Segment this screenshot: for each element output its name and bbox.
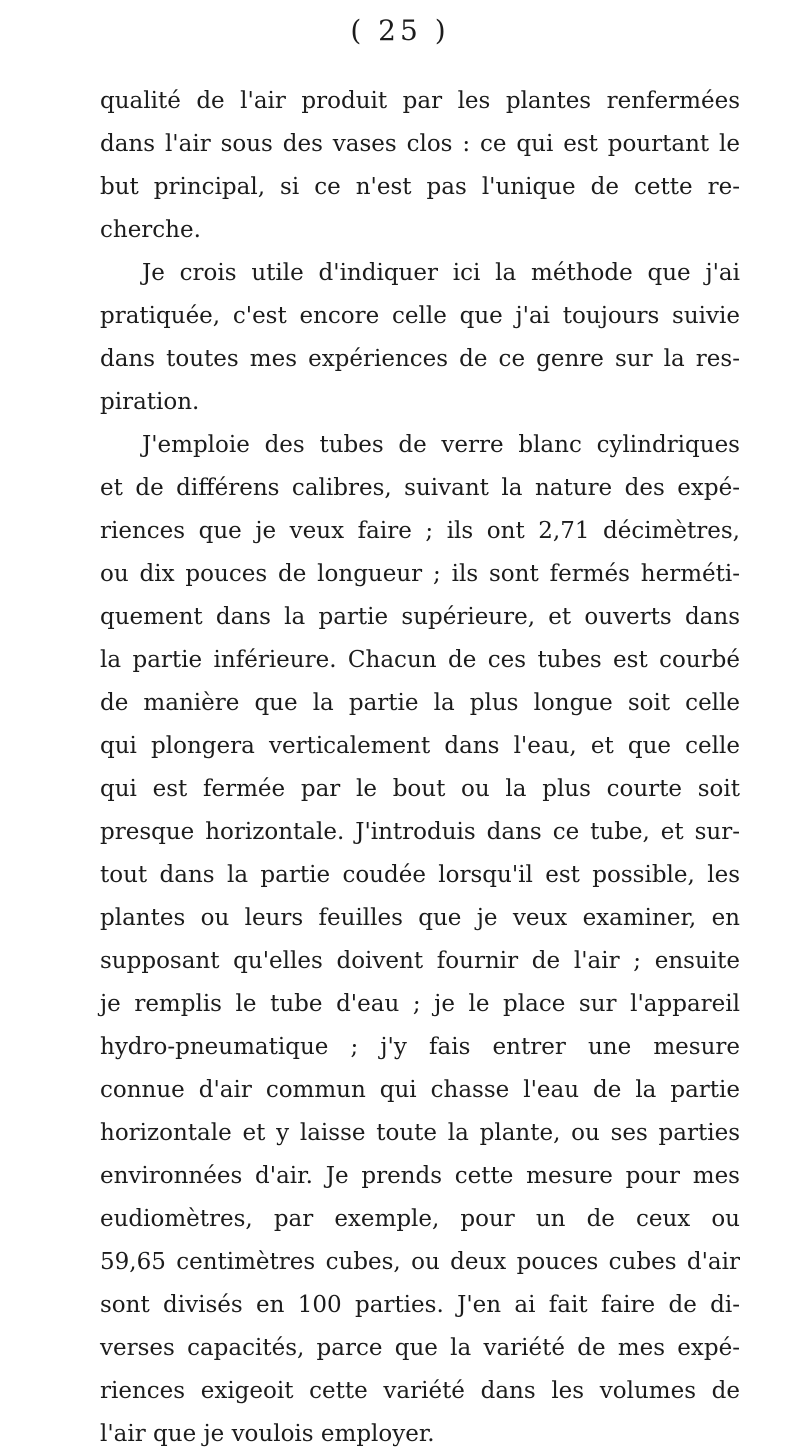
- text-line: connue d'air commun qui chasse l'eau de la partie: [100, 1077, 740, 1103]
- page-number-label: ( 25 ): [350, 14, 450, 47]
- text-line: piration.: [100, 389, 200, 415]
- text-line: environnées d'air. Je prends cette mesure pour mes: [100, 1163, 740, 1189]
- text-line: de manière que la partie la plus longue soit celle: [100, 690, 740, 716]
- text-line: quement dans la partie supérieure, et ouverts dans: [100, 604, 740, 630]
- text-line: Je crois utile d'indiquer ici la méthode que j'ai: [142, 260, 740, 286]
- text-line: tout dans la partie coudée lorsqu'il est possible, les: [100, 862, 740, 888]
- text-line: qualité de l'air produit par les plantes renfermées: [100, 88, 740, 114]
- text-line: dans l'air sous des vases clos : ce qui est pourtant le: [100, 131, 740, 157]
- text-line: but principal, si ce n'est pas l'unique de cette re-: [100, 174, 740, 200]
- text-line: riences exigeoit cette variété dans les volumes de: [100, 1378, 740, 1404]
- text-line: l'air que je voulois employer.: [100, 1421, 435, 1447]
- text-line: horizontale et y laisse toute la plante, ou ses parties: [100, 1120, 740, 1146]
- body-text: [100, 80, 740, 1456]
- text-line: je remplis le tube d'eau ; je le place sur l'appareil: [100, 991, 740, 1017]
- page-number: [0, 14, 800, 47]
- text-line: verses capacités, parce que la variété de mes expé-: [100, 1335, 740, 1361]
- text-line: J'emploie des tubes de verre blanc cylindriques: [142, 432, 740, 458]
- text-line: qui plongera verticalement dans l'eau, et que celle: [100, 733, 740, 759]
- text-line: la partie inférieure. Chacun de ces tubes est courbé: [100, 647, 740, 673]
- text-line: riences que je veux faire ; ils ont 2,71 décimètres,: [100, 518, 740, 544]
- text-line: ou dix pouces de longueur ; ils sont fermés herméti-: [100, 561, 740, 587]
- text-line: plantes ou leurs feuilles que je veux examiner, en: [100, 905, 740, 931]
- text-line: sont divisés en 100 parties. J'en ai fait faire de di-: [100, 1292, 740, 1318]
- text-line: presque horizontale. J'introduis dans ce tube, et sur-: [100, 819, 740, 845]
- text-line: eudiomètres, par exemple, pour un de ceux ou: [100, 1206, 740, 1232]
- text-line: qui est fermée par le bout ou la plus courte soit: [100, 776, 740, 802]
- text-line: supposant qu'elles doivent fournir de l'air ; ensuite: [100, 948, 740, 974]
- text-line: hydro-pneumatique ; j'y fais entrer une mesure: [100, 1034, 740, 1060]
- text-line: cherche.: [100, 217, 201, 243]
- text-line: et de différens calibres, suivant la nature des expé-: [100, 475, 740, 501]
- text-line: 59,65 centimètres cubes, ou deux pouces cubes d'air: [100, 1249, 740, 1275]
- text-line: dans toutes mes expériences de ce genre sur la res-: [100, 346, 740, 372]
- text-line: pratiquée, c'est encore celle que j'ai toujours suivie: [100, 303, 740, 329]
